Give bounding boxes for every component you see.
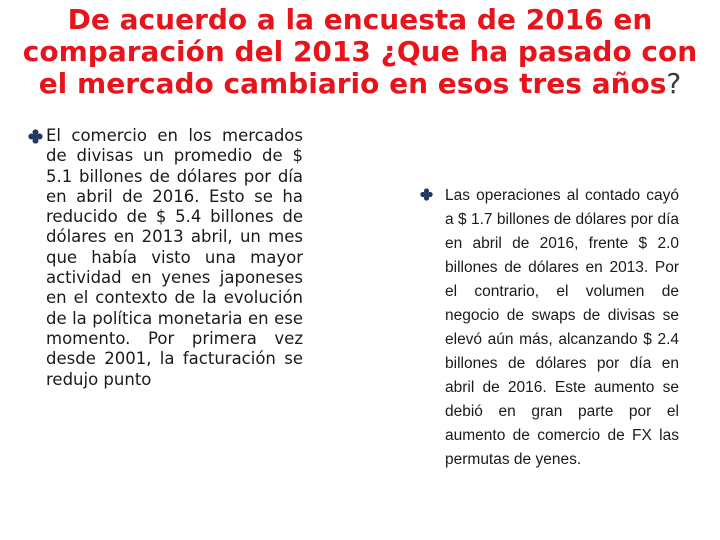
slide-title <box>10 4 710 100</box>
right-column <box>420 184 679 472</box>
left-paragraph-text: El comercio en los mercados de divisas un promedio de $ 5.1 billones de dólares por día en abril de 2016. Esto se ha reducido de $ 5.4 billones de dólares en 2013 abril, un mes que había visto una mayor actividad en yenes japoneses en el contexto de la evolución de la política monetaria en ese momento. Por primera vez desde 2001, la facturación se redujo punto <box>46 126 303 389</box>
right-bullet-paragraph <box>420 184 679 472</box>
left-column <box>28 126 303 390</box>
left-bullet-paragraph <box>28 126 303 390</box>
diamond-bullet-icon <box>28 129 43 144</box>
right-paragraph-text: Las operaciones al contado cayó a $ 1.7 billones de dólares por día en abril de 2016, frente $ 2.0 billones de dólares en 2013. Por el contrario, el volumen de negocio de swaps de divisas se elevó aún más, alcanzando $ 2.4 billones de dólares por día en abril de 2016. Este aumento se debió en gran parte por el aumento de comercio de FX las permutas de yenes. <box>445 187 679 468</box>
diamond-bullet-icon <box>420 188 433 201</box>
slide-title-question-mark: ? <box>666 67 682 100</box>
slide-title-text: De acuerdo a la encuesta de 2016 en comparación del 2013 ¿Que ha pasado con el mercado cambiario en esos tres años <box>22 3 698 100</box>
